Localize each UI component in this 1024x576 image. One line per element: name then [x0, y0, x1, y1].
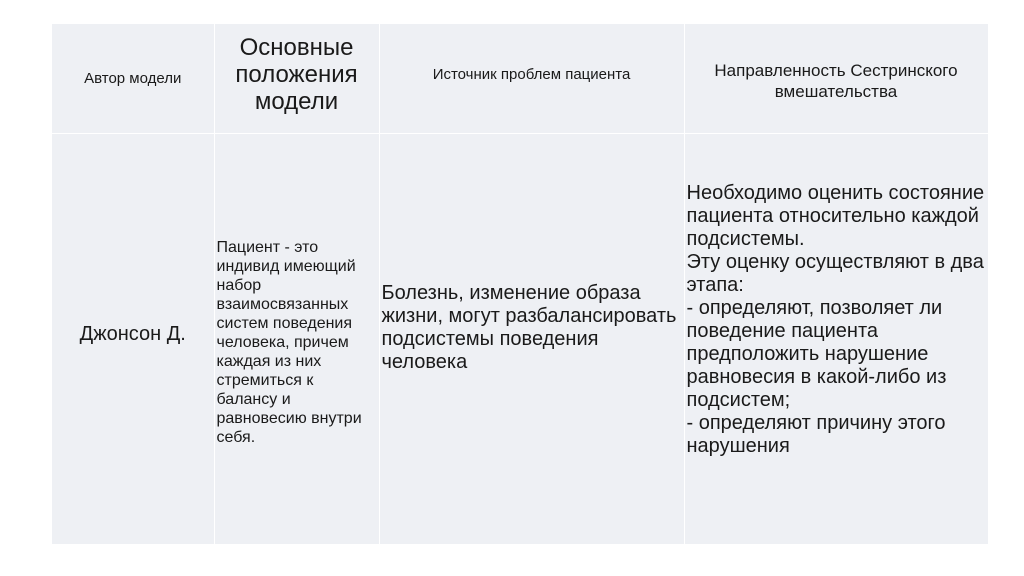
- problem-source-text: Болезнь, изменение образа жизни, могут разбалансировать подсистемы поведения человека: [381, 282, 677, 373]
- cell-main-points: [214, 134, 379, 545]
- table-header-row: [52, 24, 988, 134]
- cell-problem-source: [379, 134, 684, 545]
- header-author: Автор модели: [52, 24, 214, 134]
- intervention-text: Необходимо оценить состояние пациента относительно каждой подсистемы. Эту оценку осуществляют в два этапа: - определяют, позволяет ли поведение пациента предположить нарушение равновесия в какой-либо из подсистем; - определяют причину этого нарушения: [686, 182, 985, 457]
- header-main-points: Основные положения модели: [214, 24, 379, 134]
- main-points-text: Пациент - это индивид имеющий набор взаимосвязанных систем поведения человека, причем каждая из них стремиться к балансу и равновесию внутри себя.: [216, 238, 362, 446]
- nursing-models-table: [52, 24, 989, 544]
- table-row: [52, 134, 988, 545]
- header-problem-source: Источник проблем пациента: [379, 24, 684, 134]
- cell-intervention: [684, 134, 988, 545]
- cell-author: Джонсон Д.: [52, 134, 214, 545]
- header-intervention: Направленность Сестринского вмешательства: [684, 24, 988, 134]
